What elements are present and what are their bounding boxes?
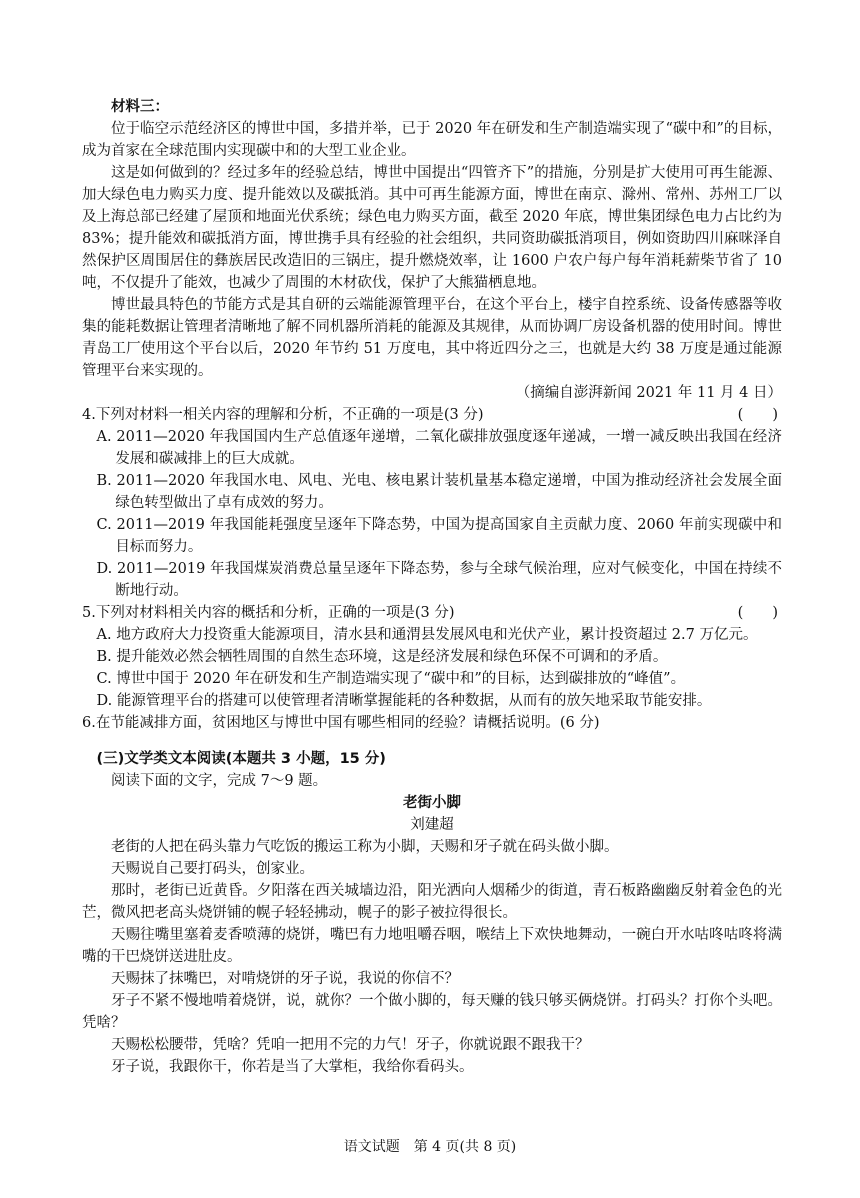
material3-paragraph-1: 位于临空示范经济区的博世中国，多措并举，已于 2020 年在研发和生产制造端实现了“碳中和”的目标，成为首家在全球范围内实现碳中和的大型工业企业。 (82, 121, 782, 159)
question-5 (82, 602, 782, 624)
question-5-answer-blank: ( ) (737, 605, 778, 621)
question-4-option-a: A. 2011—2020 年我国国内生产总值逐年递增，二氧化碳排放强度逐年递减，一增一减反映出我国在经济发展和碳减排上的巨大成就。 (96, 429, 782, 467)
question-5-stem: 5.下列对材料相关内容的概括和分析，正确的一项是(3 分) (82, 605, 455, 621)
question-5-option-a: A. 地方政府大力投资重大能源项目，清水县和通渭县发展风电和光伏产业，累计投资超过 2.7 万亿元。 (96, 627, 758, 643)
story-paragraph-5: 天赐抹了抹嘴巴，对啃烧饼的牙子说，我说的你信不？ (111, 971, 459, 987)
section3-title: (三)文学类文本阅读(本题共 3 小题，15 分) (96, 751, 386, 767)
material3-source: （摘编自澎湃新闻 2021 年 11 月 4 日） (515, 385, 782, 401)
question-4 (82, 404, 782, 426)
material3-paragraph-2: 这是如何做到的？经过多年的经验总结，博世中国提出“四管齐下”的措施，分别是扩大使用可再生能源、加大绿色电力购买力度、提升能效以及碳抵消。其中可再生能源方面，博世在南京、滁州、常州、苏州工厂以及上海总部已经建了屋顶和地面光伏系统；绿色电力购买方面，截至 2020 年底，博世集团绿色电力占比约为 83%；提升能效和碳抵消方面，博世携手具有经验的社会组织，共同资助碳抵消项目，例如资助四川麻咪泽自然保护区周围居住的彝族居民改造旧的三锅庄，提升燃烧效率，让 1600 户农户每户每年消耗薪柴节省了 10 吨，不仅提升了能效，也减少了周围的木材砍伐，保护了大熊猫栖息地。 (82, 165, 782, 291)
question-5-option-b: B. 提升能效必然会牺牲周围的自然生态环境，这是经济发展和绿色环保不可调和的矛盾。 (96, 649, 668, 665)
story-paragraph-7: 天赐松松腰带，凭啥？凭咱一把用不完的力气！牙子，你就说跟不跟我干？ (111, 1037, 590, 1053)
material3-paragraph-3: 博世最具特色的节能方式是其自研的云端能源管理平台，在这个平台上，楼宇自控系统、设备传感器等收集的能耗数据让管理者清晰地了解不同机器所消耗的能源及其规律，从而协调厂房设备机器的使用时间。博世青岛工厂使用这个平台以后，2020 年节约 51 万度电，其中将近四分之三，也就是大约 38 万度是通过能源管理平台来实现的。 (82, 297, 782, 379)
page-footer: 语文试题 第 4 页(共 8 页) (343, 1139, 517, 1155)
story-paragraph-6: 牙子不紧不慢地啃着烧饼，说，就你？一个做小脚的，每天赚的钱只够买俩烧饼。打码头？打你个头吧。凭啥？ (82, 993, 782, 1031)
question-5-option-d: D. 能源管理平台的搭建可以使管理者清晰掌握能耗的各种数据，从而有的放矢地采取节能安排。 (96, 693, 712, 709)
story-paragraph-1: 老街的人把在码头靠力气吃饭的搬运工称为小脚，天赐和牙子就在码头做小脚。 (111, 839, 619, 855)
question-5-option-c: C. 博世中国于 2020 年在研发和生产制造端实现了“碳中和”的目标，达到碳排放的“峰值”。 (96, 671, 686, 687)
question-4-option-c: C. 2011—2019 年我国能耗强度呈逐年下降态势，中国为提高国家自主贡献力度、2060 年前实现碳中和目标而努力。 (96, 517, 782, 555)
question-4-stem: 4.下列对材料一相关内容的理解和分析，不正确的一项是(3 分) (82, 407, 484, 423)
question-4-answer-blank: ( ) (737, 407, 778, 423)
exam-page (82, 96, 782, 1078)
question-4-option-d: D. 2011—2019 年我国煤炭消费总量呈逐年下降态势，参与全球气候治理，应对气候变化，中国在持续不断地行动。 (96, 561, 782, 599)
section3-instruction: 阅读下面的文字，完成 7～9 题。 (111, 773, 328, 789)
story-title: 老街小脚 (403, 795, 461, 811)
question-4-option-b: B. 2011—2020 年我国水电、风电、光电、核电累计装机量基本稳定递增，中国为推动经济社会发展全面绿色转型做出了卓有成效的努力。 (96, 473, 782, 511)
story-paragraph-3: 那时，老街已近黄昏。夕阳落在西关城墙边沿，阳光洒向人烟稀少的街道，青石板路幽幽反射着金色的光芒，微风把老高头烧饼铺的幌子轻轻拂动，幌子的影子被拉得很长。 (82, 883, 782, 921)
story-paragraph-2: 天赐说自己要打码头，创家业。 (111, 861, 314, 877)
story-paragraph-8: 牙子说，我跟你干，你若是当了大掌柜，我给你看码头。 (111, 1059, 474, 1075)
story-paragraph-4: 天赐往嘴里塞着麦香喷薄的烧饼，嘴巴有力地咀嚼吞咽，喉结上下欢快地舞动，一碗白开水咕咚咕咚将满嘴的干巴烧饼送进肚皮。 (82, 927, 782, 965)
question-6-stem: 6.在节能减排方面，贫困地区与博世中国有哪些相同的经验？请概括说明。(6 分) (82, 715, 600, 731)
material3-heading: 材料三： (111, 99, 169, 115)
story-author: 刘建超 (410, 817, 454, 833)
